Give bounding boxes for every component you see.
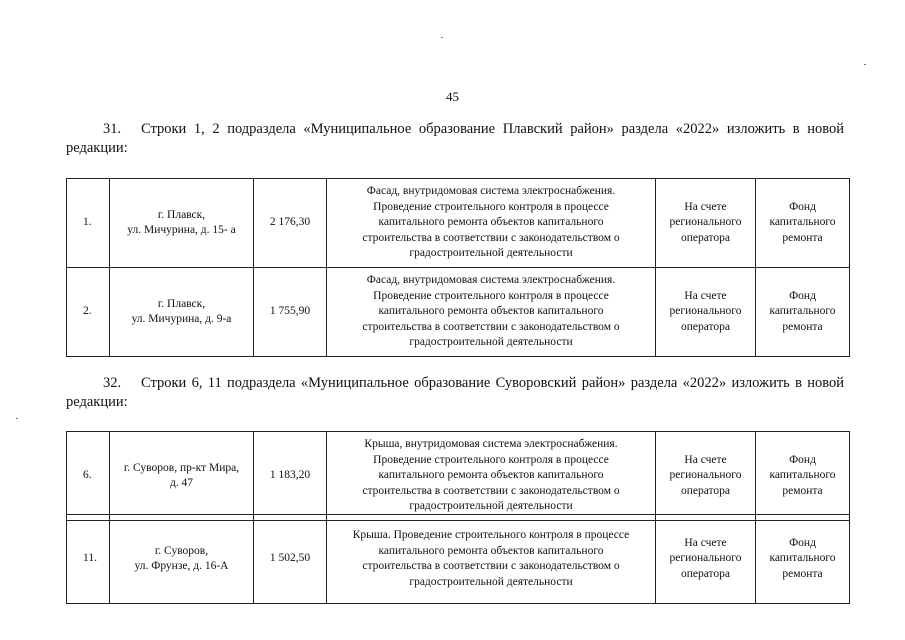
account-cell — [656, 179, 756, 268]
section-table — [66, 514, 850, 604]
account-text: На счете регионального оператора — [669, 536, 742, 580]
table-row — [67, 432, 850, 521]
amount-cell: 1 755,90 — [254, 268, 327, 357]
section-number: 32. — [103, 375, 122, 391]
account-cell — [656, 268, 756, 357]
account-text: На счете регионального оператора — [669, 453, 742, 497]
section-table — [66, 431, 850, 521]
table-row — [67, 179, 850, 268]
account-cell — [656, 432, 756, 521]
scan-speck — [441, 37, 443, 38]
source-text: Фонд капитального ремонта — [769, 200, 836, 244]
account-text: На счете регионального оператора — [669, 289, 742, 333]
works-text: Фасад, внутридомовая система электроснабжения. Проведение строительного контроля в процессе капитального ремонта объектов капитального строительства в соответствии с законодательством о градостроительной деятельности — [362, 274, 620, 349]
address-cell — [110, 179, 254, 268]
account-text: На счете регионального оператора — [669, 200, 742, 244]
works-cell — [327, 179, 656, 268]
source-cell — [756, 179, 850, 268]
section-paragraph — [66, 374, 844, 412]
scan-speck — [16, 418, 18, 419]
source-text: Фонд капитального ремонта — [769, 289, 836, 333]
works-cell — [327, 515, 656, 604]
address-cell — [110, 432, 254, 521]
address-text: г. Суворов, ул. Фрунзе, д. 16-А — [134, 544, 229, 572]
section-table — [66, 178, 850, 357]
table-row — [67, 268, 850, 357]
section-paragraph — [66, 120, 844, 158]
page-number: 45 — [446, 89, 459, 104]
amount-cell: 1 183,20 — [254, 432, 327, 521]
amount-cell: 2 176,30 — [254, 179, 327, 268]
source-text: Фонд капитального ремонта — [769, 536, 836, 580]
section-text: Строки 1, 2 подраздела «Муниципальное образование Плавский район» раздела «2022» изложить в новой редакции: — [66, 121, 844, 156]
works-text: Крыша. Проведение строительного контроля в процессе капитального ремонта объектов капитального строительства в соответствии с законодательством о градостроительной деятельности — [352, 529, 630, 588]
works-text: Крыша, внутридомовая система электроснабжения. Проведение строительного контроля в процессе капитального ремонта объектов капитального строительства в соответствии с законодательством о градостроительной деятельности — [362, 438, 620, 513]
source-text: Фонд капитального ремонта — [769, 453, 836, 497]
source-cell — [756, 432, 850, 521]
row-number: 11. — [67, 515, 110, 604]
table-row — [67, 515, 850, 604]
row-number: 2. — [67, 268, 110, 357]
address-text: г. Плавск, ул. Мичурина, д. 9-а — [131, 297, 232, 325]
row-number: 1. — [67, 179, 110, 268]
section-text: Строки 6, 11 подраздела «Муниципальное образование Суворовский район» раздела «2022» изложить в новой редакции: — [66, 375, 844, 410]
source-cell — [756, 515, 850, 604]
works-cell — [327, 268, 656, 357]
row-number: 6. — [67, 432, 110, 521]
works-text: Фасад, внутридомовая система электроснабжения. Проведение строительного контроля в процессе капитального ремонта объектов капитального строительства в соответствии с законодательством о градостроительной деятельности — [362, 185, 620, 260]
account-cell — [656, 515, 756, 604]
works-cell — [327, 432, 656, 521]
source-cell — [756, 268, 850, 357]
amount-cell: 1 502,50 — [254, 515, 327, 604]
address-text: г. Суворов, пр-кт Мира, д. 47 — [123, 461, 240, 489]
section-number: 31. — [103, 121, 122, 137]
address-text: г. Плавск, ул. Мичурина, д. 15- а — [127, 208, 236, 236]
address-cell — [110, 515, 254, 604]
address-cell — [110, 268, 254, 357]
scan-speck — [864, 64, 866, 65]
